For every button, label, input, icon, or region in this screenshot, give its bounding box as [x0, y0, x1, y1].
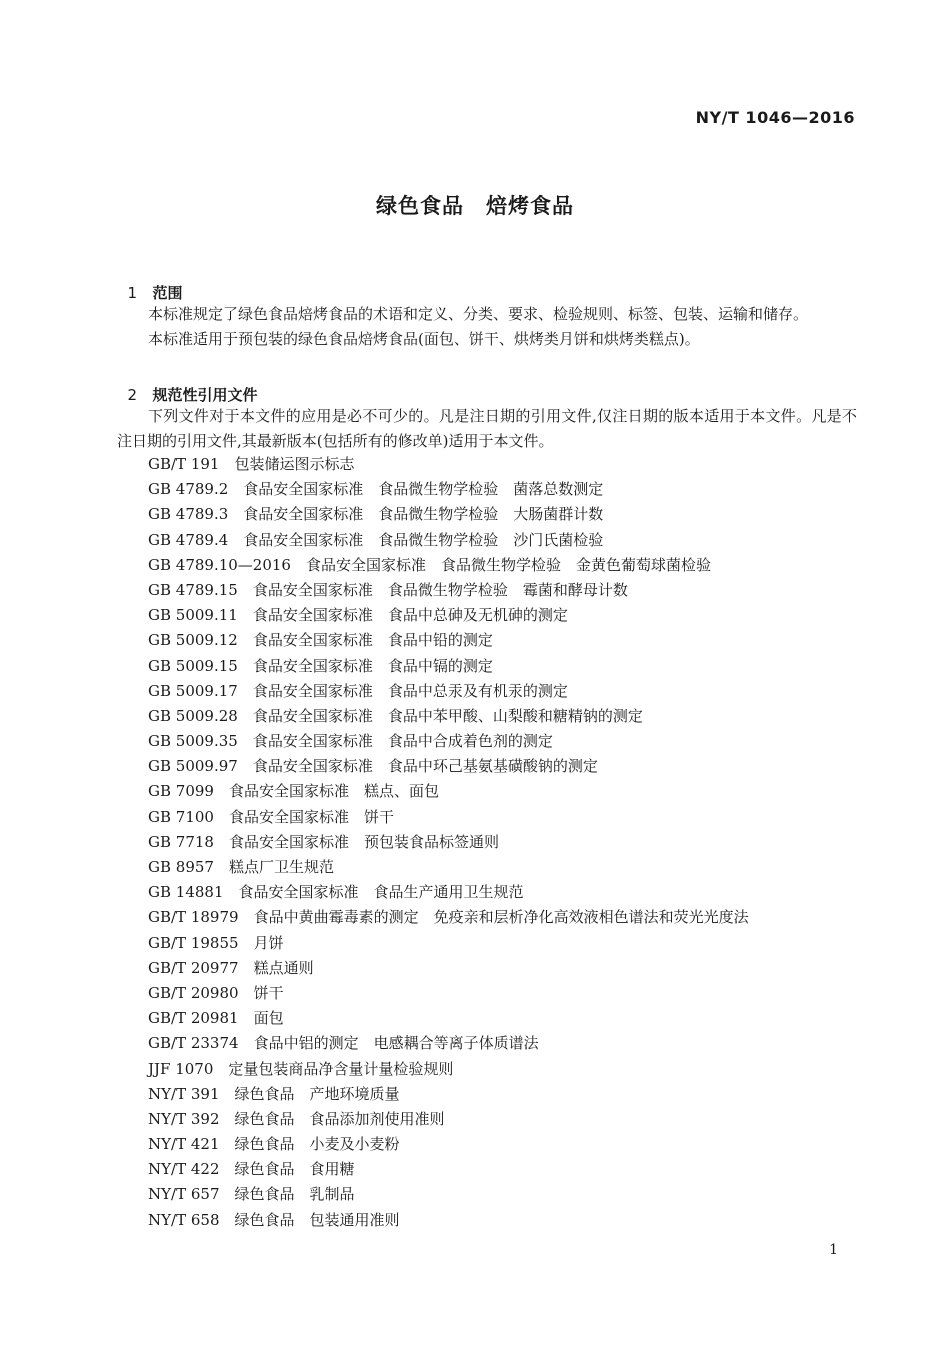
reference-code: NY/T 421: [148, 1135, 220, 1154]
reference-item: [148, 1182, 749, 1207]
reference-code: NY/T 391: [148, 1084, 220, 1103]
reference-code: GB/T 19855: [148, 933, 239, 952]
section-number: 1: [127, 284, 137, 302]
reference-code: NY/T 392: [148, 1109, 220, 1128]
document-title: 绿色食品 焙烤食品: [376, 194, 574, 218]
reference-code: GB 14881: [148, 883, 224, 902]
reference-title: 食品安全国家标准 食品中总砷及无机砷的测定: [252, 606, 568, 625]
reference-item: [148, 830, 749, 855]
reference-title: 绿色食品 产地环境质量: [234, 1084, 400, 1103]
reference-item: [148, 1157, 749, 1182]
reference-item: [148, 502, 749, 527]
reference-item: [148, 477, 749, 502]
reference-title: 食品安全国家标准 食品微生物学检验 沙门氏菌检验: [243, 530, 604, 549]
reference-code: GB/T 23374: [148, 1034, 239, 1053]
reference-item: [148, 1006, 749, 1031]
reference-title: 食品安全国家标准 食品中苯甲酸、山梨酸和糖精钠的测定: [252, 706, 643, 725]
reference-item: [148, 855, 749, 880]
reference-title: 饼干: [253, 983, 284, 1002]
section-1-paragraph-2: 本标准适用于预包装的绿色食品焙烤食品(面包、饼干、烘烤类月饼和烘烤类糕点)。: [148, 330, 700, 348]
reference-title: 糕点厂卫生规范: [228, 858, 334, 876]
reference-code: NY/T 658: [148, 1210, 220, 1229]
reference-title: 食品安全国家标准 食品生产通用卫生规范: [238, 883, 524, 902]
reference-item: [148, 1031, 749, 1056]
reference-list: [148, 452, 749, 1233]
reference-code: GB 7099: [148, 782, 214, 801]
reference-item: [148, 654, 749, 679]
reference-title: 月饼: [253, 933, 284, 952]
section-2-paragraph-1: 下列文件对于本文件的应用是必不可少的。凡是注日期的引用文件,仅注日期的版本适用于本文件。凡是不注日期的引用文件,其最新版本(包括所有的修改单)适用于本文件。: [117, 407, 857, 450]
section-2-heading: [117, 366, 257, 405]
reference-title: 食品安全国家标准 食品中合成着色剂的测定: [252, 732, 553, 751]
reference-item: [148, 1082, 749, 1107]
reference-code: GB 4789.15: [148, 580, 238, 599]
section-1-paragraph-1: 本标准规定了绿色食品焙烤食品的术语和定义、分类、要求、检验规则、标签、包装、运输和储存。: [148, 305, 809, 323]
reference-title: 绿色食品 食品添加剂使用准则: [234, 1109, 445, 1128]
reference-code: GB 5009.97: [148, 757, 238, 776]
reference-item: [148, 1208, 749, 1233]
reference-code: GB/T 20980: [148, 983, 239, 1002]
reference-item: [148, 729, 749, 754]
reference-item: [148, 956, 749, 981]
reference-title: 食品中铝的测定 电感耦合等离子体质谱法: [253, 1034, 539, 1053]
reference-title: 食品安全国家标准 食品中环己基氨基磺酸钠的测定: [252, 757, 598, 776]
reference-title: 食品安全国家标准 食品中镉的测定: [252, 656, 493, 675]
reference-title: 包装储运图示标志: [234, 455, 355, 473]
reference-item: [148, 905, 749, 930]
reference-item: [148, 1057, 749, 1082]
reference-title: 食品安全国家标准 食品微生物学检验 霉菌和酵母计数: [252, 580, 628, 599]
section-title: 规范性引用文件: [152, 386, 258, 404]
reference-title: 食品安全国家标准 食品中总汞及有机汞的测定: [252, 681, 568, 700]
reference-item: [148, 452, 749, 477]
reference-title: 食品中黄曲霉毒素的测定 免疫亲和层析净化高效液相色谱法和荧光光度法: [253, 908, 749, 927]
reference-code: GB 4789.4: [148, 530, 229, 549]
reference-code: NY/T 657: [148, 1185, 220, 1204]
section-1-heading: [117, 264, 182, 303]
reference-code: GB 5009.28: [148, 706, 238, 725]
reference-code: GB 5009.11: [148, 606, 238, 625]
reference-item: [148, 1107, 749, 1132]
reference-item: [148, 981, 749, 1006]
reference-code: GB 4789.3: [148, 505, 229, 524]
reference-item: [148, 553, 749, 578]
reference-item: [148, 779, 749, 804]
reference-title: 定量包装商品净含量计量检验规则: [228, 1059, 454, 1078]
reference-code: GB 7718: [148, 832, 214, 851]
reference-item: [148, 1132, 749, 1157]
reference-code: GB 8957: [148, 858, 214, 876]
reference-item: [148, 578, 749, 603]
reference-code: GB/T 191: [148, 455, 220, 473]
reference-code: JJF 1070: [148, 1059, 214, 1078]
reference-title: 食品安全国家标准 糕点、面包: [228, 782, 439, 801]
reference-item: [148, 805, 749, 830]
reference-code: GB 5009.12: [148, 631, 238, 650]
reference-title: 食品安全国家标准 食品微生物学检验 菌落总数测定: [243, 480, 604, 499]
reference-title: 绿色食品 包装通用准则: [234, 1210, 400, 1229]
standard-code: NY/T 1046—2016: [695, 108, 855, 127]
reference-title: 绿色食品 小麦及小麦粉: [234, 1135, 400, 1154]
reference-item: [148, 880, 749, 905]
reference-title: 食品安全国家标准 食品微生物学检验 金黄色葡萄球菌检验: [306, 555, 712, 574]
reference-item: [148, 628, 749, 653]
reference-title: 食品安全国家标准 食品微生物学检验 大肠菌群计数: [243, 505, 604, 524]
reference-item: [148, 754, 749, 779]
section-title: 范围: [152, 284, 183, 302]
reference-title: 糕点通则: [253, 958, 314, 977]
reference-title: 食品安全国家标准 预包装食品标签通则: [228, 832, 499, 851]
reference-item: [148, 528, 749, 553]
page-number: 1: [829, 1242, 838, 1258]
reference-code: GB 4789.2: [148, 480, 229, 499]
reference-code: GB/T 20981: [148, 1009, 239, 1028]
reference-item: [148, 931, 749, 956]
reference-code: GB/T 20977: [148, 958, 239, 977]
reference-code: GB 4789.10—2016: [148, 555, 291, 574]
reference-code: GB/T 18979: [148, 908, 239, 927]
reference-code: GB 5009.35: [148, 732, 238, 751]
reference-item: [148, 679, 749, 704]
reference-code: NY/T 422: [148, 1160, 220, 1179]
reference-title: 食品安全国家标准 饼干: [228, 807, 394, 826]
reference-code: GB 7100: [148, 807, 214, 826]
section-number: 2: [127, 386, 137, 404]
reference-code: GB 5009.15: [148, 656, 238, 675]
reference-code: GB 5009.17: [148, 681, 238, 700]
reference-title: 绿色食品 乳制品: [234, 1185, 355, 1204]
reference-title: 绿色食品 食用糖: [234, 1160, 355, 1179]
reference-item: [148, 603, 749, 628]
reference-title: 食品安全国家标准 食品中铅的测定: [252, 631, 493, 650]
reference-title: 面包: [253, 1009, 284, 1028]
reference-item: [148, 704, 749, 729]
